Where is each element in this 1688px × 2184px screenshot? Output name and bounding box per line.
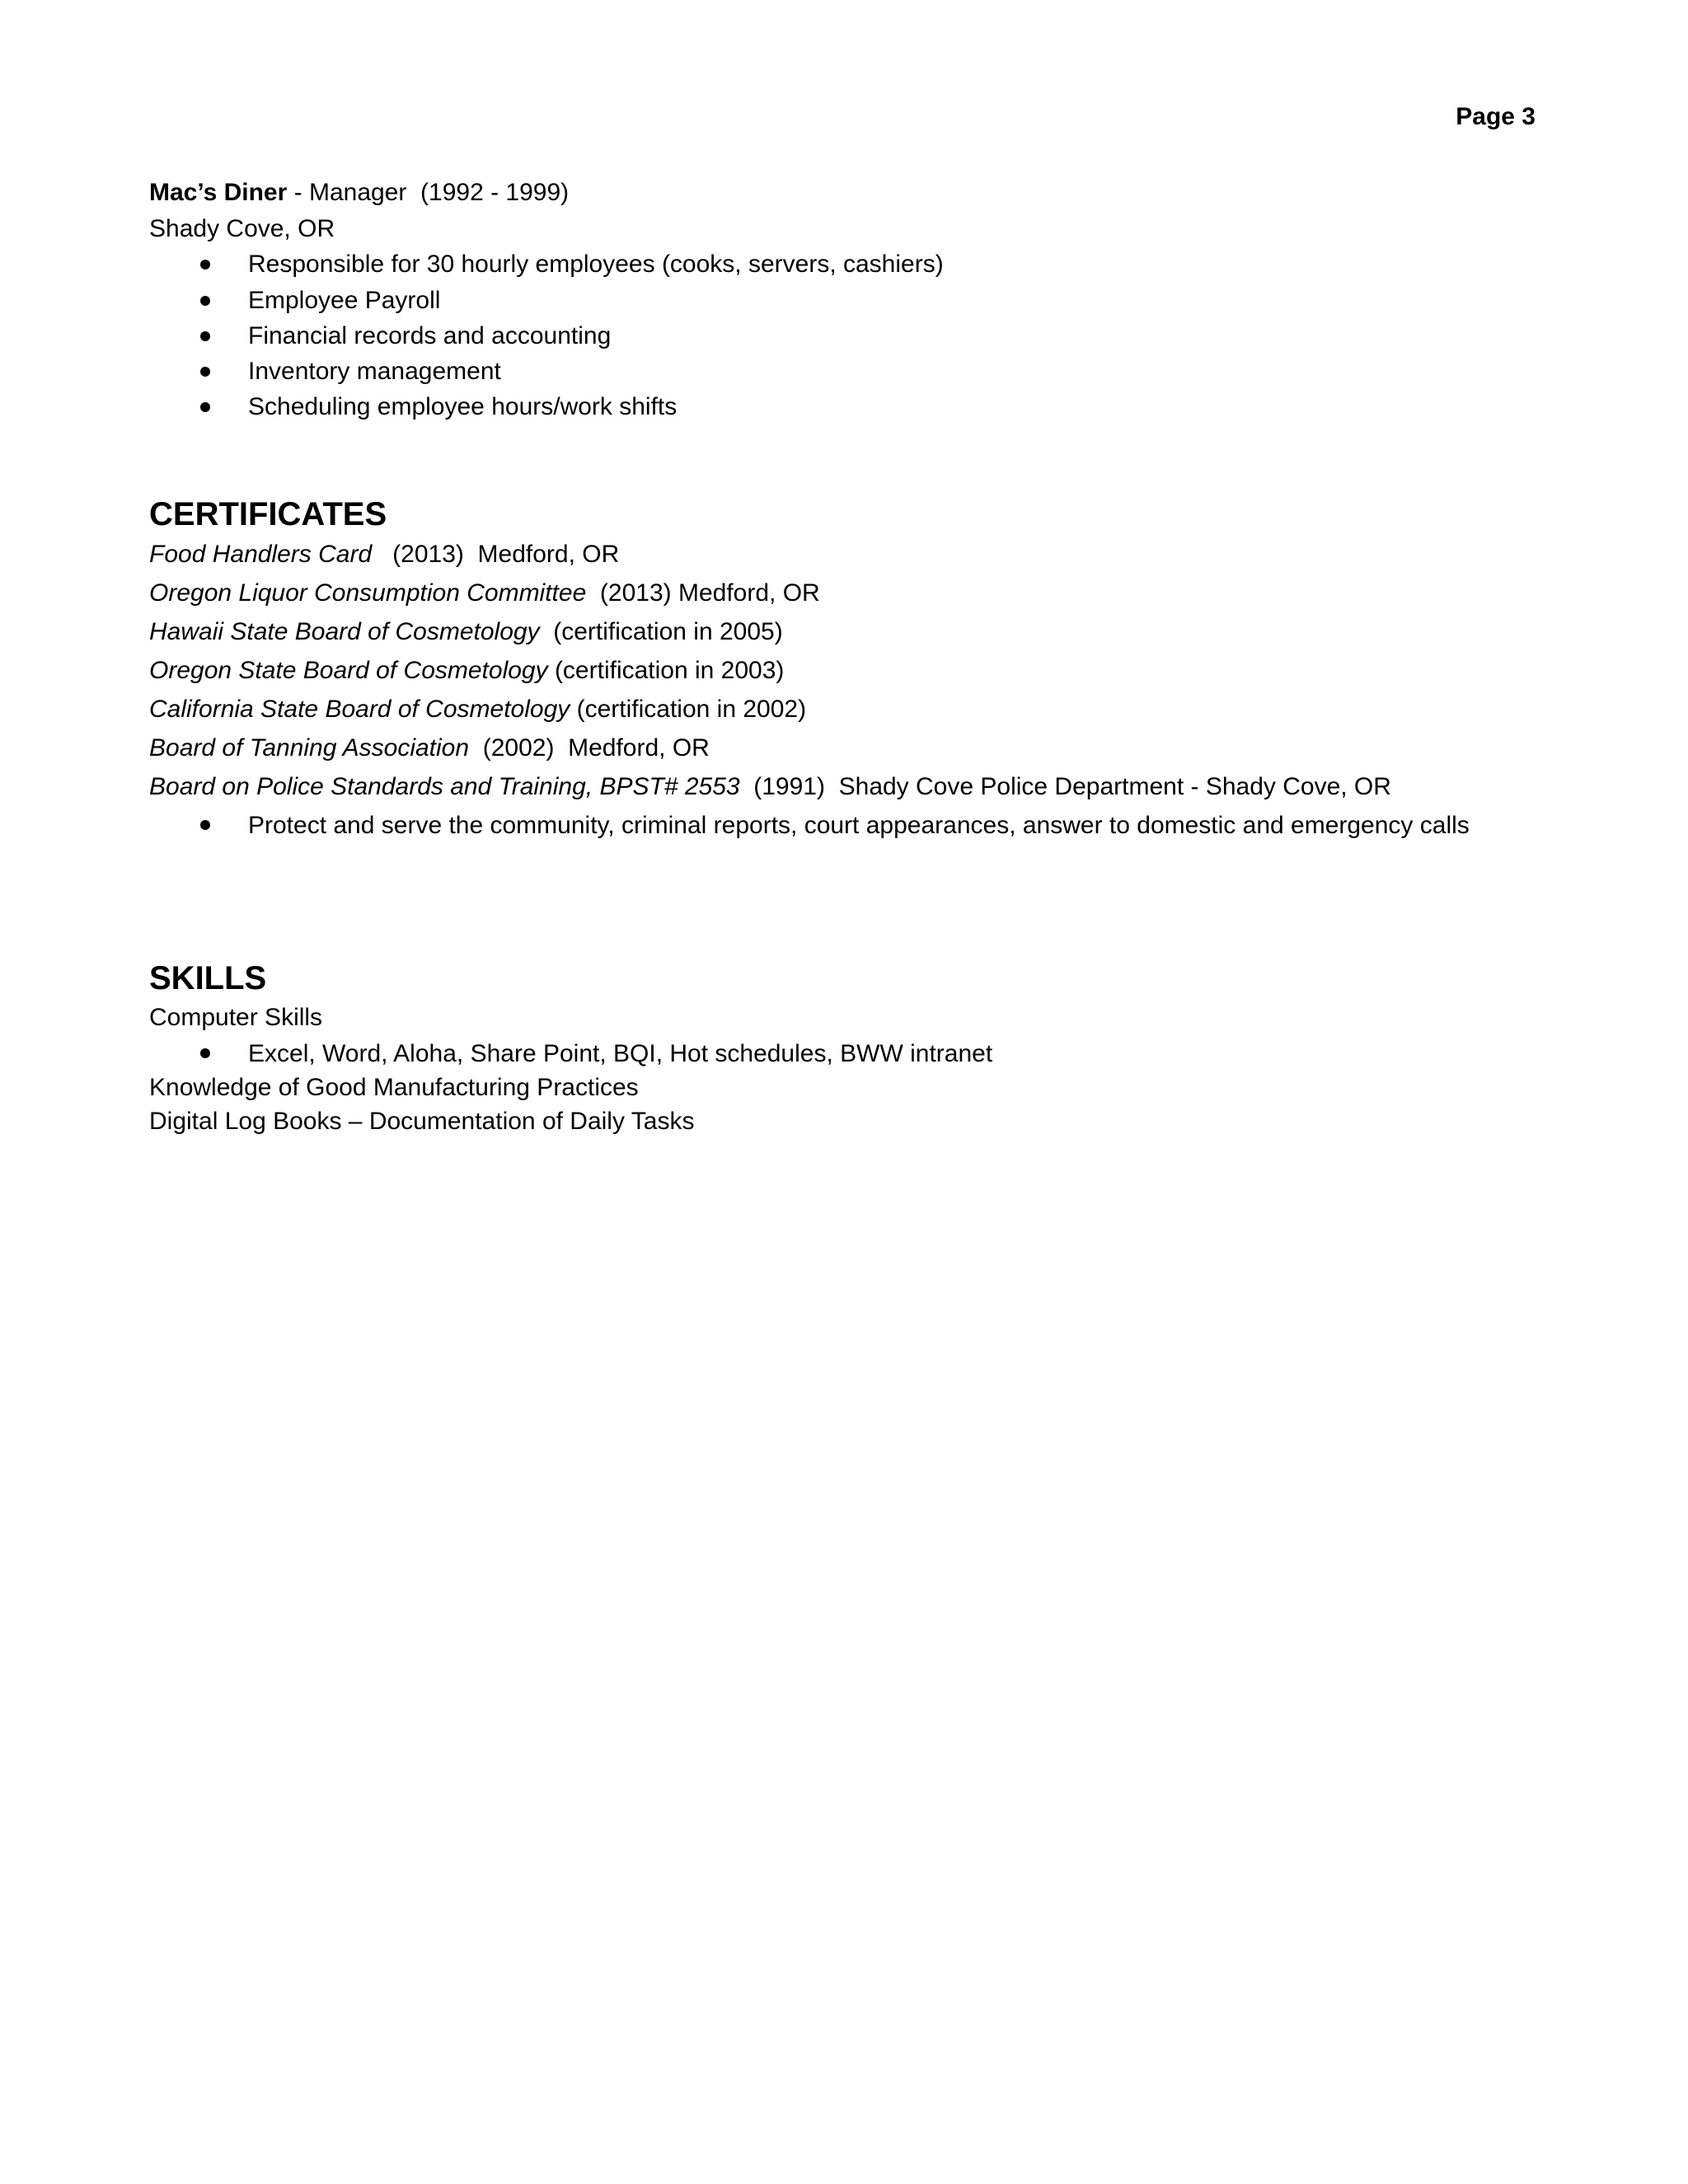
page-number: Page 3 <box>1456 103 1536 130</box>
section-spacer <box>149 845 1550 958</box>
certificate-detail: (certification in 2005) <box>539 618 783 645</box>
computer-skills-list <box>149 1037 1550 1071</box>
employer-name: Mac’s Diner <box>149 179 288 206</box>
computer-skills-label: Computer Skills <box>149 1004 323 1031</box>
certificate-detail: (2013) Medford, OR <box>372 541 620 568</box>
bullet-icon <box>200 1048 210 1058</box>
logbooks-skill: Digital Log Books – Documentation of Daily Tasks <box>149 1108 695 1135</box>
gmp-skill: Knowledge of Good Manufacturing Practices <box>149 1074 639 1101</box>
certificate-item <box>149 535 1550 574</box>
certificate-detail: (certification in 2003) <box>547 657 785 684</box>
certificate-name: Oregon State Board of Cosmetology <box>149 657 548 684</box>
list-item <box>149 1037 1550 1071</box>
certificate-item <box>149 690 1550 729</box>
duty-text: Inventory management <box>248 358 501 385</box>
duty-text: Responsible for 30 hourly employees (cooks, servers, cashiers) <box>248 251 944 278</box>
skills-heading: SKILLS <box>149 960 267 996</box>
list-item <box>149 283 1550 318</box>
certificate-name: Board of Tanning Association <box>149 734 470 762</box>
bullet-icon <box>200 260 210 269</box>
bullet-icon <box>200 296 210 306</box>
duty-text: Employee Payroll <box>248 287 441 314</box>
certificate-item <box>149 767 1550 806</box>
certificate-detail: (2013) Medford, OR <box>586 579 820 607</box>
list-item <box>149 389 1550 424</box>
certificate-item <box>149 651 1550 690</box>
skill-text: Excel, Word, Aloha, Share Point, BQI, Hot schedules, BWW intranet <box>248 1040 993 1067</box>
certificate-detail: (certification in 2002) <box>570 696 807 723</box>
job-title-line <box>149 173 1550 212</box>
certificate-name: Board on Police Standards and Training, BPST# 2553 <box>149 773 740 800</box>
bullet-icon <box>200 820 210 830</box>
certificate-detail: (1991) Shady Cove Police Department - Shady Cove, OR <box>739 773 1391 800</box>
list-item <box>149 354 1550 389</box>
police-duties-list <box>149 806 1550 845</box>
bullet-icon <box>200 402 210 412</box>
bullet-icon <box>200 367 210 377</box>
certificate-detail: (2002) Medford, OR <box>469 734 710 762</box>
resume-content <box>149 173 1550 1138</box>
certificate-name: California State Board of Cosmetology <box>149 696 570 723</box>
certificates-heading: CERTIFICATES <box>149 496 387 532</box>
job-location: Shady Cove, OR <box>149 215 335 242</box>
duty-text: Financial records and accounting <box>248 322 612 349</box>
certificate-name: Oregon Liquor Consumption Committee <box>149 579 587 607</box>
duty-text: Protect and serve the community, criminal reports, court appearances, answer to domestic and emergency calls <box>248 812 1470 839</box>
list-item <box>149 806 1550 845</box>
list-item <box>149 318 1550 354</box>
job-role-dates: - Manager (1992 - 1999) <box>287 179 570 206</box>
list-item <box>149 246 1550 283</box>
section-spacer <box>149 424 1550 494</box>
certificate-name: Hawaii State Board of Cosmetology <box>149 618 540 645</box>
certificate-name: Food Handlers Card <box>149 541 373 568</box>
duty-text: Scheduling employee hours/work shifts <box>248 393 678 420</box>
job-duties-list <box>149 246 1550 424</box>
certificate-item <box>149 612 1550 651</box>
certificate-item <box>149 574 1550 612</box>
bullet-icon <box>200 331 210 341</box>
certificate-item <box>149 729 1550 767</box>
